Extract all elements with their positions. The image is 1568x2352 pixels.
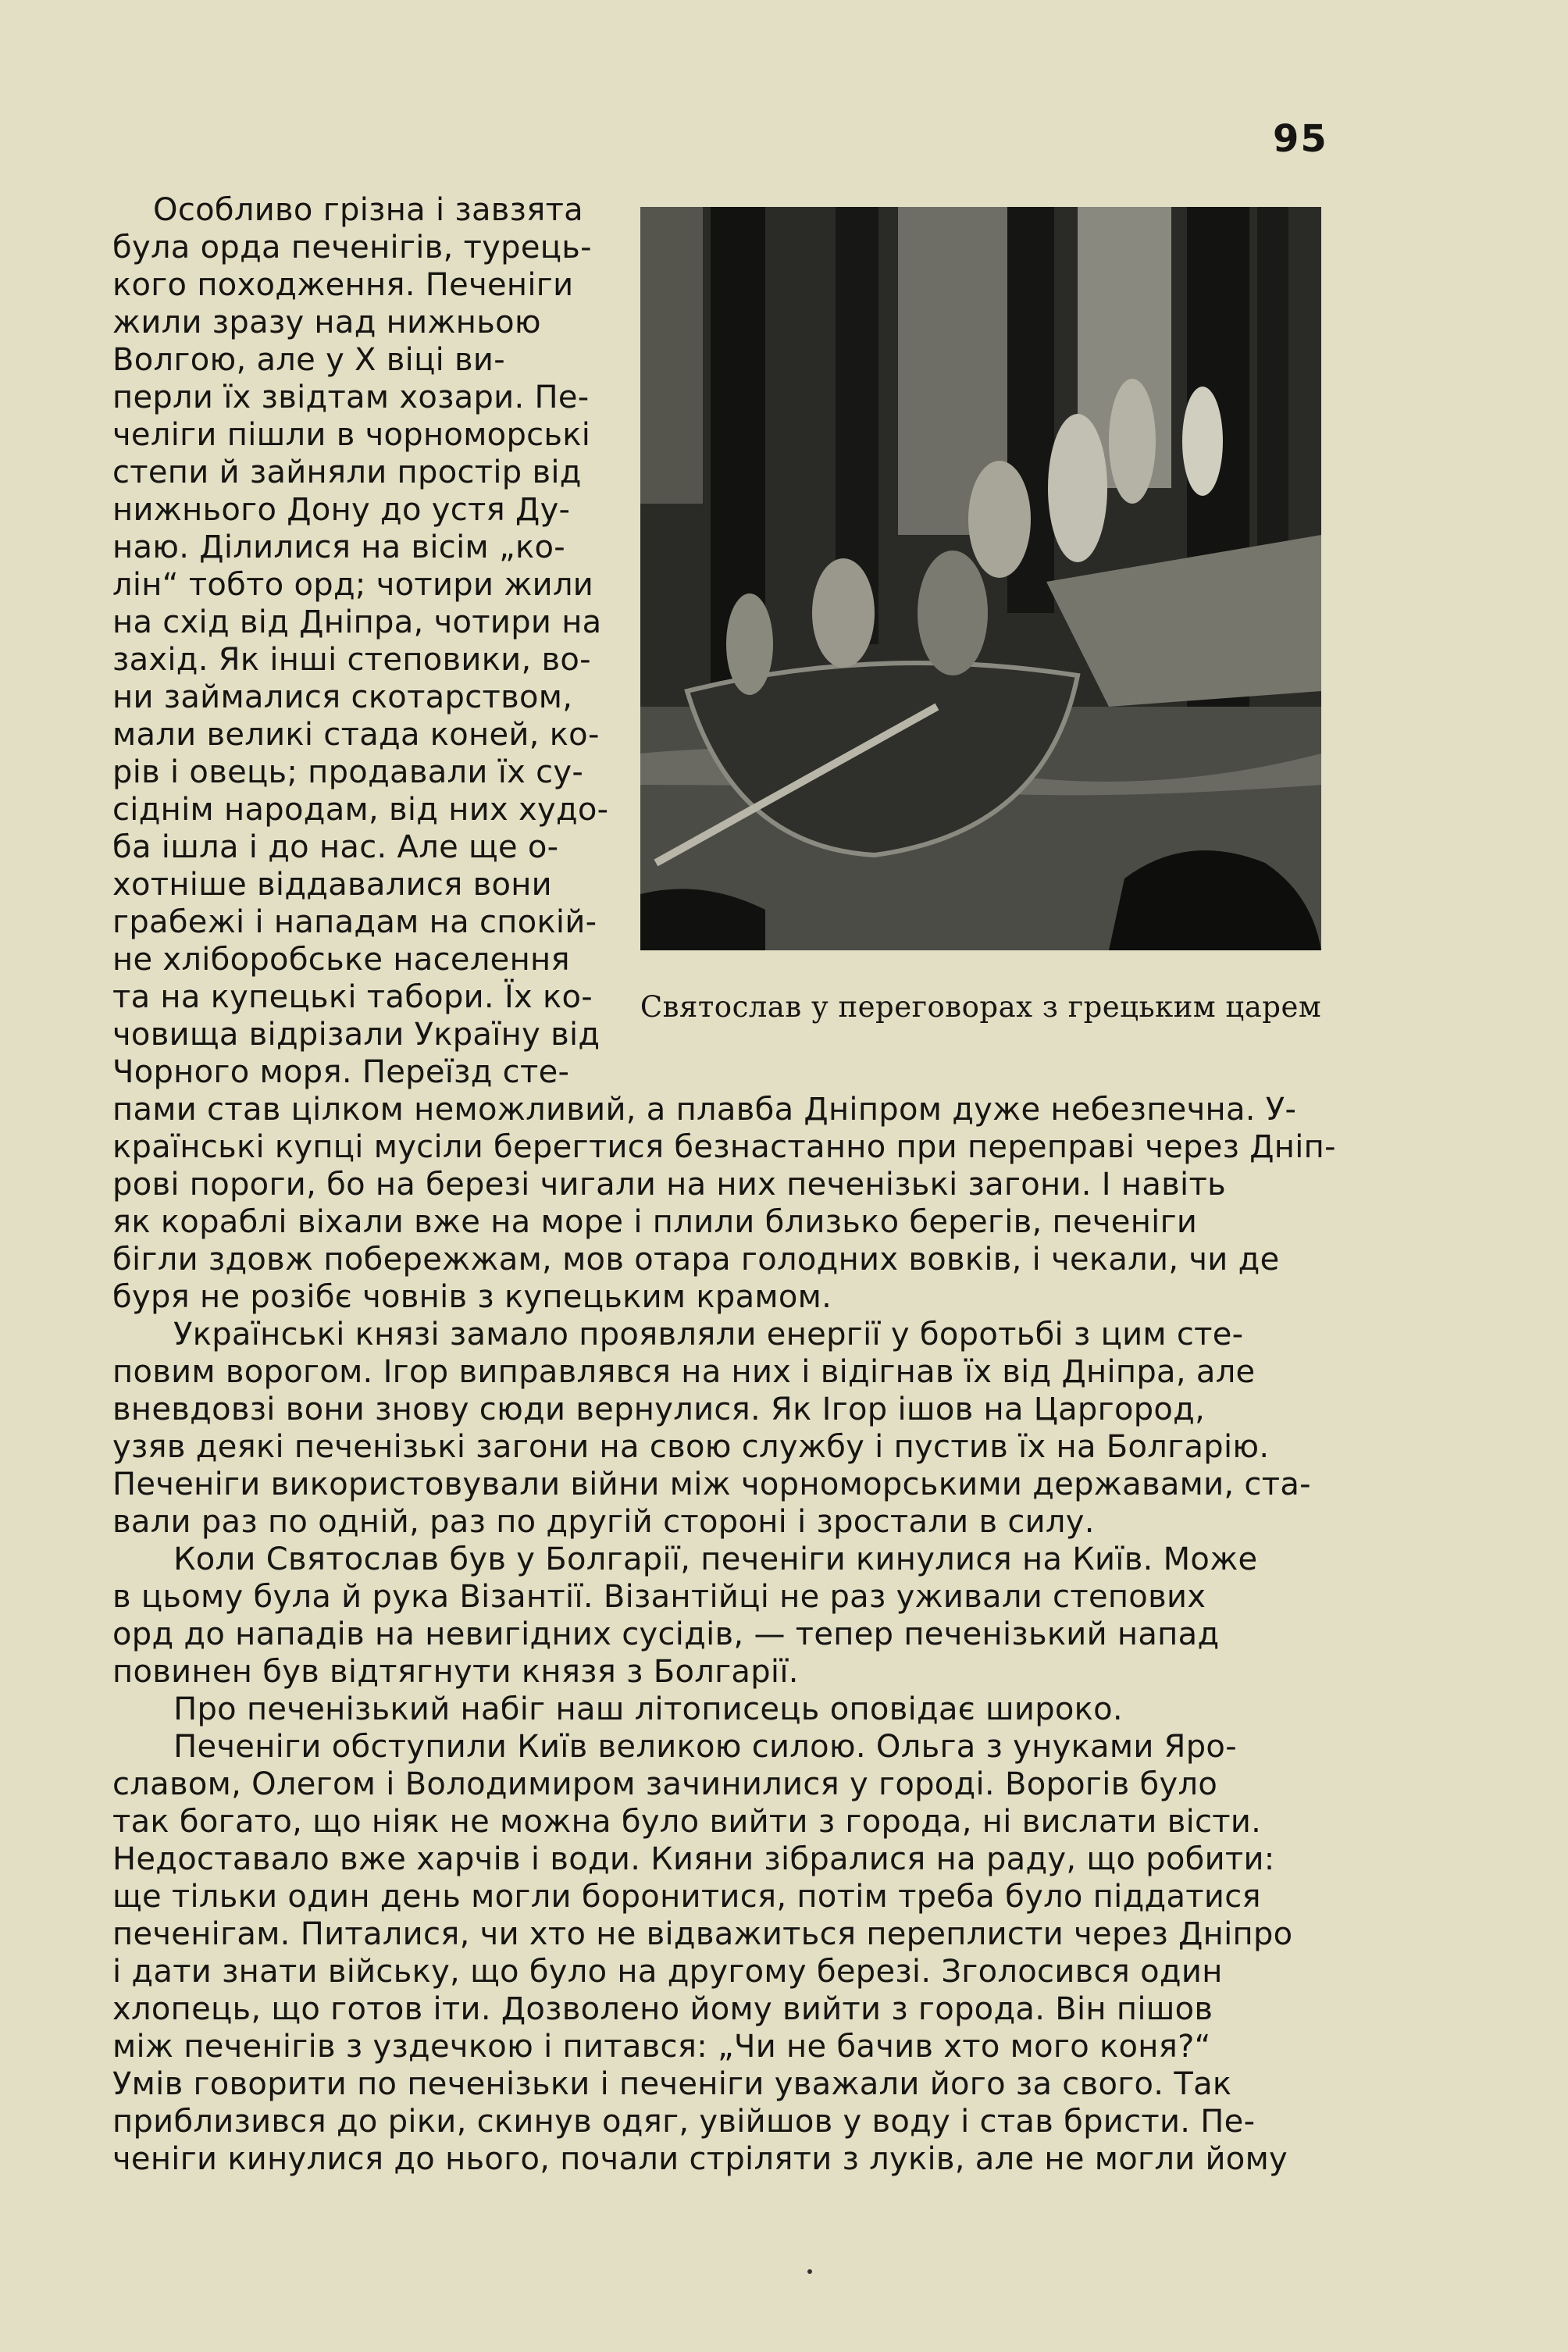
text-line: нижнього Дону до устя Ду- bbox=[112, 492, 571, 528]
text-line: хлопець, що готов іти. Дозволено йому вийти з города. Він пішов bbox=[112, 1991, 1213, 2027]
text-line: країнські купці мусіли берегтися безнастанно при переправі через Дніп- bbox=[112, 1129, 1336, 1165]
text-line: повинен був відтягнути князя з Болгарії. bbox=[112, 1654, 799, 1690]
text-line: ни займалися скотарством, bbox=[112, 679, 573, 715]
text-line: і дати знати війську, що було на другому березі. Зголосився один bbox=[112, 1954, 1223, 1990]
text-line: грабежі і нападам на спокій- bbox=[112, 904, 597, 940]
text-line: ченіги кинулися до нього, почали стріляти з луків, але не могли йому bbox=[112, 2141, 1288, 2177]
print-speck bbox=[807, 2269, 812, 2274]
illustration-image bbox=[640, 207, 1321, 950]
text-line: Печеніги обступили Київ великою силою. Ольга з унуками Яро- bbox=[112, 1729, 1237, 1765]
text-line: челіги пішли в чорноморські bbox=[112, 417, 591, 453]
text-line: та на купецькі табори. Їх ко- bbox=[112, 979, 593, 1015]
text-line: хотніше віддавалися вони bbox=[112, 867, 552, 903]
forest-river-scene-graphic bbox=[640, 207, 1321, 950]
text-line: човища відрізали Україну від bbox=[112, 1017, 600, 1053]
text-line: як кораблі віхали вже на море і плили близько берегів, печеніги bbox=[112, 1204, 1198, 1240]
text-line: рів і овець; продавали їх су- bbox=[112, 754, 584, 790]
text-line: славом, Олегом і Володимиром зачинилися у городі. Ворогів було bbox=[112, 1766, 1218, 1802]
text-line: Про печенізький набіг наш літописець оповідає широко. bbox=[112, 1691, 1123, 1727]
text-line: Умів говорити по печенізьки і печеніги уважали його за свого. Так bbox=[112, 2066, 1232, 2102]
text-line: узяв деякі печенізькі загони на свою службу і пустив їх на Болгарію. bbox=[112, 1429, 1270, 1465]
text-line: вневдовзі вони знову сюди вернулися. Як Ігор ішов на Царгород, bbox=[112, 1392, 1206, 1427]
text-line: наю. Ділилися на вісім „ко- bbox=[112, 529, 565, 565]
text-line: мали великі стада коней, ко- bbox=[112, 717, 600, 753]
text-line: бігли здовж побережжам, мов отара голодних вовків, і чекали, чи де bbox=[112, 1242, 1280, 1278]
text-line: ба ішла і до нас. Але ще о- bbox=[112, 829, 559, 865]
text-line: між печенігів з уздечкою і питався: „Чи не бачив хто мого коня?“ bbox=[112, 2029, 1211, 2065]
text-line: печенігам. Питалися, чи хто не відважиться переплисти через Дніпро bbox=[112, 1916, 1293, 1952]
text-line: орд до нападів на невигідних сусідів, — тепер печенізький напад bbox=[112, 1616, 1220, 1652]
text-line: рові пороги, бо на березі чигали на них печенізькі загони. І навіть bbox=[112, 1167, 1226, 1203]
text-line: приблизився до ріки, скинув одяг, увійшов у воду і став бристи. Пе- bbox=[112, 2104, 1256, 2140]
text-line: в цьому була й рука Візантії. Візантійці не раз уживали степових bbox=[112, 1579, 1206, 1615]
text-line: захід. Як інші степовики, во- bbox=[112, 642, 591, 678]
text-line: не хліборобське населення bbox=[112, 942, 570, 978]
text-line: перли їх звідтам хозари. Пе- bbox=[112, 380, 590, 415]
text-line: на схід від Дніпра, чотири на bbox=[112, 604, 602, 640]
text-line: кого походження. Печеніги bbox=[112, 267, 574, 303]
text-line: буря не розібє човнів з купецьким крамом. bbox=[112, 1279, 832, 1315]
text-line: лін“ тобто орд; чотири жили bbox=[112, 567, 594, 603]
text-line: сіднім народам, від них худо- bbox=[112, 792, 609, 828]
text-line: так богато, що ніяк не можна було вийти з города, ні вислати вісти. bbox=[112, 1804, 1262, 1840]
text-line: Чорного моря. Переїзд сте- bbox=[112, 1054, 570, 1090]
page-number: 95 bbox=[1273, 117, 1328, 161]
text-line: степи й зайняли простір від bbox=[112, 454, 582, 490]
text-line: Коли Святослав був у Болгарії, печеніги кинулися на Київ. Може bbox=[112, 1541, 1258, 1577]
text-line: ще тільки один день могли боронитися, потім треба було піддатися bbox=[112, 1879, 1261, 1915]
text-line: Українські князі замало проявляли енергії у боротьбі з цим сте- bbox=[112, 1317, 1244, 1352]
illustration-caption: Святослав у переговорах з грецьким царем bbox=[640, 990, 1322, 1024]
text-line: Печеніги використовували війни між чорноморськими державами, ста- bbox=[112, 1466, 1311, 1502]
text-line: Недоставало вже харчів і води. Кияни зібралися на раду, що робити: bbox=[112, 1841, 1275, 1877]
text-line: повим ворогом. Ігор виправлявся на них і відігнав їх від Дніпра, але bbox=[112, 1354, 1256, 1390]
text-line: Волгою, але у Х віці ви- bbox=[112, 342, 505, 378]
text-line: пами став цілком неможливий, а плавба Дніпром дуже небезпечна. У- bbox=[112, 1092, 1297, 1128]
text-line: була орда печенігів, турець- bbox=[112, 230, 592, 265]
text-line: жили зразу над нижньою bbox=[112, 305, 541, 340]
text-line: Особливо грізна і завзята bbox=[112, 192, 583, 228]
text-line: вали раз по одній, раз по другій стороні і зростали в силу. bbox=[112, 1504, 1095, 1540]
